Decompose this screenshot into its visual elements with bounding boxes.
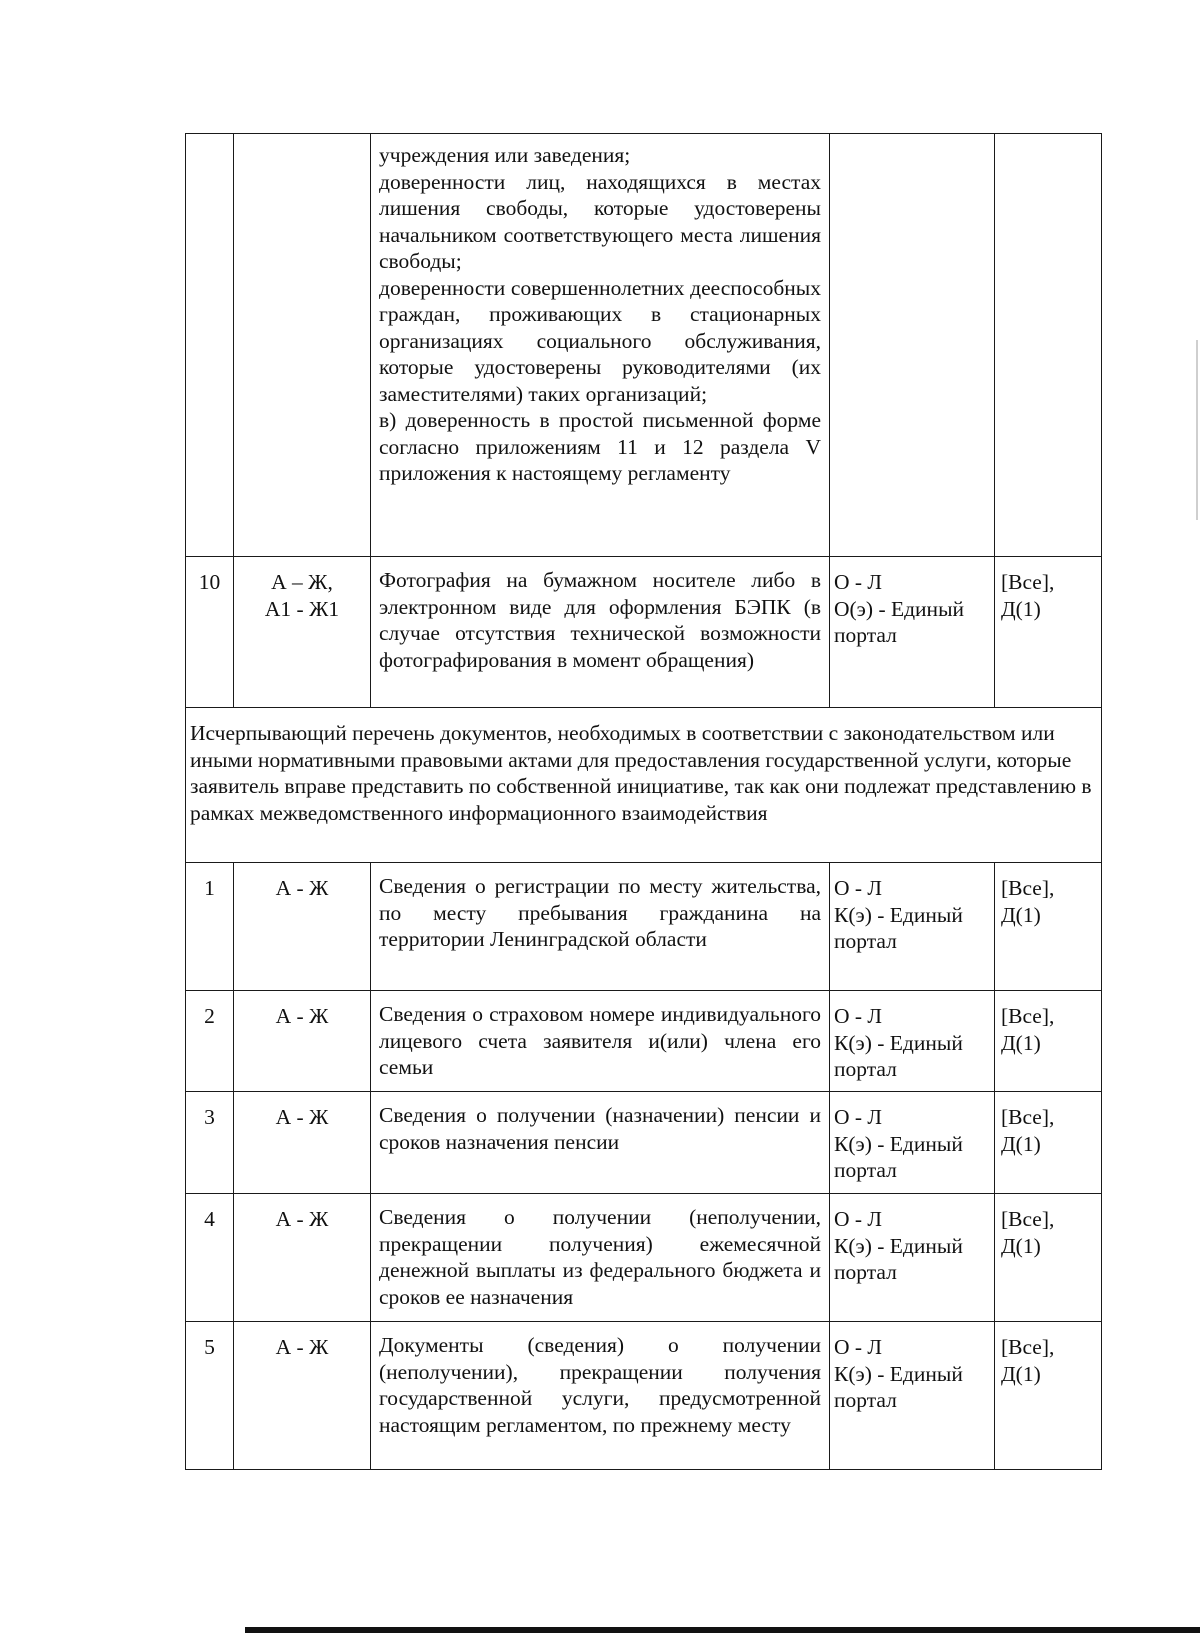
- source-line: К(э) - Единый: [834, 1361, 963, 1386]
- description-paragraph: доверенности лиц, находящихся в местах лишения свободы, которые удостоверены начальником соответствующего места лишения свободы;: [379, 169, 821, 273]
- code-line: Д(1): [1001, 1030, 1041, 1055]
- source-line: портал: [834, 929, 897, 953]
- row-number: 3: [186, 1092, 234, 1194]
- row-description: Сведения о получении (неполучении, прекращении получения) ежемесячной денежной выплаты из федерального бюджета и сроков ее назначения: [371, 1194, 830, 1322]
- source-line: О - Л: [834, 1004, 883, 1028]
- source-line: О(э) - Единый: [834, 596, 965, 621]
- row-number: [186, 134, 234, 557]
- code-line: Д(1): [1001, 596, 1041, 621]
- row-code: [995, 863, 1102, 991]
- row-code: [995, 134, 1102, 557]
- row-description: Сведения о страховом номере индивидуального лицевого счета заявителя и(или) члена его семьи: [371, 991, 830, 1092]
- row-number: 5: [186, 1322, 234, 1470]
- row-code: [995, 1322, 1102, 1470]
- row-description: Документы (сведения) о получении (неполучении), прекращении получения государственной услуги, предусмотренной настоящим регламентом, по прежнему месту: [371, 1322, 830, 1470]
- code-line: [Все],: [1001, 1105, 1055, 1129]
- table-row-2: [186, 991, 1102, 1092]
- row-code: [995, 991, 1102, 1092]
- row-code: [995, 1194, 1102, 1322]
- table-row-4: [186, 1194, 1102, 1322]
- source-line: портал: [834, 1057, 897, 1081]
- row-number: 1: [186, 863, 234, 991]
- row-source: [830, 557, 995, 708]
- source-line: О - Л: [834, 570, 883, 594]
- source-line: К(э) - Единый: [834, 1131, 963, 1156]
- row-category: [234, 557, 371, 708]
- row-description: [371, 134, 830, 557]
- code-line: Д(1): [1001, 1233, 1041, 1258]
- table-row-continued: [186, 134, 1102, 557]
- category-line: А – Ж,: [271, 570, 333, 594]
- code-line: [Все],: [1001, 1335, 1055, 1359]
- row-source: [830, 1194, 995, 1322]
- code-line: Д(1): [1001, 902, 1041, 927]
- source-line: О - Л: [834, 1105, 883, 1129]
- table-row-1: [186, 863, 1102, 991]
- source-line: К(э) - Единый: [834, 902, 963, 927]
- row-number: 2: [186, 991, 234, 1092]
- category-line: А1 - Ж1: [264, 596, 340, 621]
- row-description: Сведения о получении (назначении) пенсии и сроков назначения пенсии: [371, 1092, 830, 1194]
- description-paragraph: учреждения или заведения;: [379, 143, 631, 167]
- description-paragraph: в) доверенность в простой письменной форме согласно приложениям 11 и 12 раздела V приложения к настоящему регламенту: [379, 408, 821, 485]
- table-row-5: [186, 1322, 1102, 1470]
- row-code: [995, 1092, 1102, 1194]
- scan-bottom-edge: [245, 1627, 1200, 1633]
- row-number: 10: [186, 557, 234, 708]
- source-line: К(э) - Единый: [834, 1233, 963, 1258]
- row-description: Сведения о регистрации по месту жительства, по месту пребывания гражданина на территории Ленинградской области: [371, 863, 830, 991]
- row-category: А - Ж: [234, 1092, 371, 1194]
- code-line: [Все],: [1001, 570, 1055, 594]
- row-category: А - Ж: [234, 863, 371, 991]
- code-line: [Все],: [1001, 876, 1055, 900]
- source-line: портал: [834, 1260, 897, 1284]
- row-source: [830, 1092, 995, 1194]
- source-line: О - Л: [834, 1207, 883, 1231]
- source-line: портал: [834, 1158, 897, 1182]
- table-row-10: [186, 557, 1102, 708]
- source-line: О - Л: [834, 876, 883, 900]
- source-line: портал: [834, 623, 897, 647]
- source-line: О - Л: [834, 1335, 883, 1359]
- source-line: портал: [834, 1388, 897, 1412]
- row-category: А - Ж: [234, 1194, 371, 1322]
- code-line: [Все],: [1001, 1207, 1055, 1231]
- section-heading: Исчерпывающий перечень документов, необходимых в соответствии с законодательством или иными нормативными правовыми актами для предоставления государственной услуги, которые заявитель вправе представить по собственной инициативе, так как они подлежат представлению в рамках межведомственного информационного взаимодействия: [186, 708, 1102, 863]
- code-line: Д(1): [1001, 1131, 1041, 1156]
- row-source: [830, 863, 995, 991]
- code-line: [Все],: [1001, 1004, 1055, 1028]
- row-source: [830, 1322, 995, 1470]
- row-source: [830, 991, 995, 1092]
- row-category: А - Ж: [234, 991, 371, 1092]
- code-line: Д(1): [1001, 1361, 1041, 1386]
- section-heading-row: [186, 708, 1102, 863]
- row-source: [830, 134, 995, 557]
- row-category: А - Ж: [234, 1322, 371, 1470]
- scan-edge-mark: [1196, 340, 1198, 520]
- table-row-3: [186, 1092, 1102, 1194]
- description-paragraph: доверенности совершеннолетних дееспособных граждан, проживающих в стационарных организациях социального обслуживания, которые удостоверены руководителями (их заместителями) таких организаций;: [379, 275, 821, 406]
- row-code: [995, 557, 1102, 708]
- documents-table: [185, 133, 1102, 1470]
- source-line: К(э) - Единый: [834, 1030, 963, 1055]
- row-number: 4: [186, 1194, 234, 1322]
- row-category: [234, 134, 371, 557]
- row-description: Фотография на бумажном носителе либо в электронном виде для оформления БЭПК (в случае отсутствия технической возможности фотографирования в момент обращения): [371, 557, 830, 708]
